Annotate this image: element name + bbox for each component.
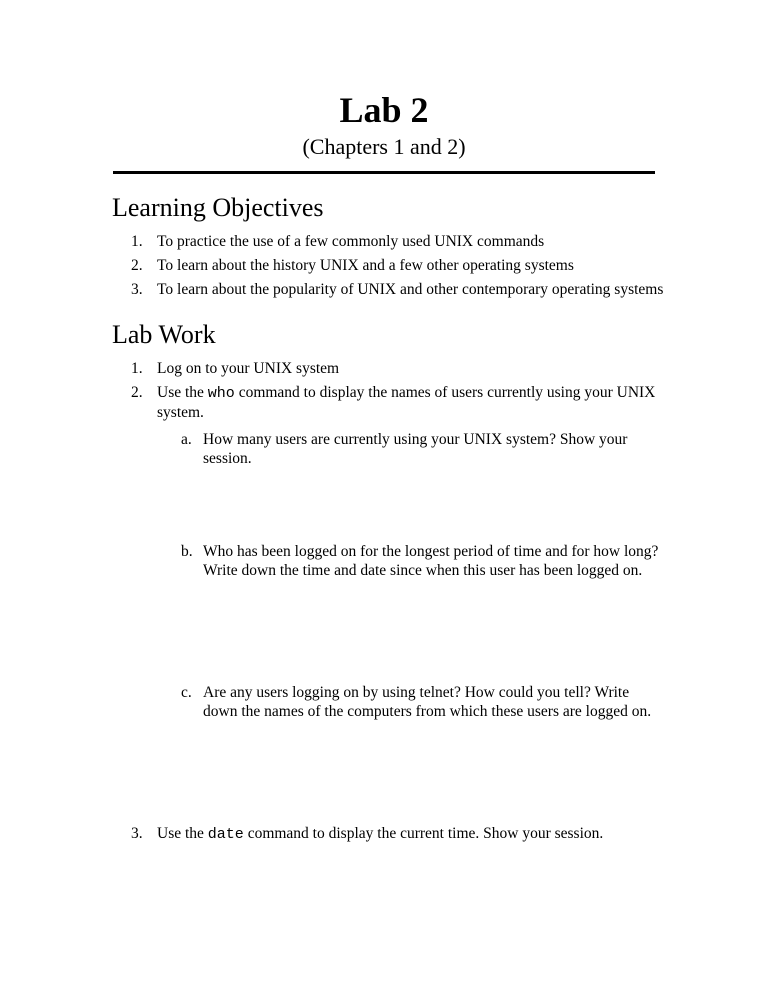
- step-text-after: command to display the current time. Show your session.: [243, 825, 604, 842]
- lab-step-3: [131, 824, 691, 844]
- sub-item-c: [181, 683, 661, 721]
- step-text-before: Use the: [157, 384, 208, 401]
- title-divider: [113, 171, 655, 174]
- sub-item-text: How many users are currently using your UNIX system? Show your session.: [203, 431, 628, 467]
- objective-number: 3.: [131, 281, 143, 298]
- step-text: Log on to your UNIX system: [157, 360, 340, 377]
- lab-work-heading: Lab Work: [112, 320, 216, 349]
- page-subtitle: (Chapters 1 and 2): [302, 134, 466, 159]
- sub-item-b: [181, 542, 661, 580]
- sub-item-letter: a.: [181, 431, 192, 448]
- objective-number: 2.: [131, 257, 143, 274]
- page-title: Lab 2: [339, 90, 429, 130]
- step-number: 3.: [131, 825, 143, 842]
- lab-step-2: [131, 383, 661, 422]
- sub-item-text: Who has been logged on for the longest period of time and for how long? Write down the time and date since when this user has been logged on.: [203, 543, 659, 579]
- objective-item: [131, 280, 731, 299]
- who-command: who: [207, 385, 235, 402]
- sub-item-letter: b.: [181, 543, 193, 560]
- step-text: [157, 824, 691, 844]
- sub-item-a: [181, 430, 651, 468]
- objective-item: [131, 256, 691, 275]
- date-command: date: [207, 826, 244, 843]
- sub-item-text: Are any users logging on by using telnet? How could you tell? Write down the names of the computers from which these users are logged on.: [203, 684, 652, 720]
- objective-text: To learn about the history UNIX and a few other operating systems: [157, 257, 574, 274]
- objective-number: 1.: [131, 233, 143, 250]
- sub-item-letter: c.: [181, 684, 192, 701]
- objective-text: To practice the use of a few commonly used UNIX commands: [157, 233, 545, 250]
- objective-item: [131, 232, 691, 251]
- step-number: 2.: [131, 384, 143, 401]
- step-text-after: command to display the names of users currently using your UNIX system.: [157, 384, 656, 421]
- step-text-before: Use the: [157, 825, 208, 842]
- lab-step-1: [131, 359, 691, 378]
- objective-text: To learn about the popularity of UNIX and other contemporary operating systems: [157, 281, 664, 298]
- step-number: 1.: [131, 360, 143, 377]
- objectives-heading: Learning Objectives: [112, 193, 324, 222]
- step-text: [157, 383, 661, 422]
